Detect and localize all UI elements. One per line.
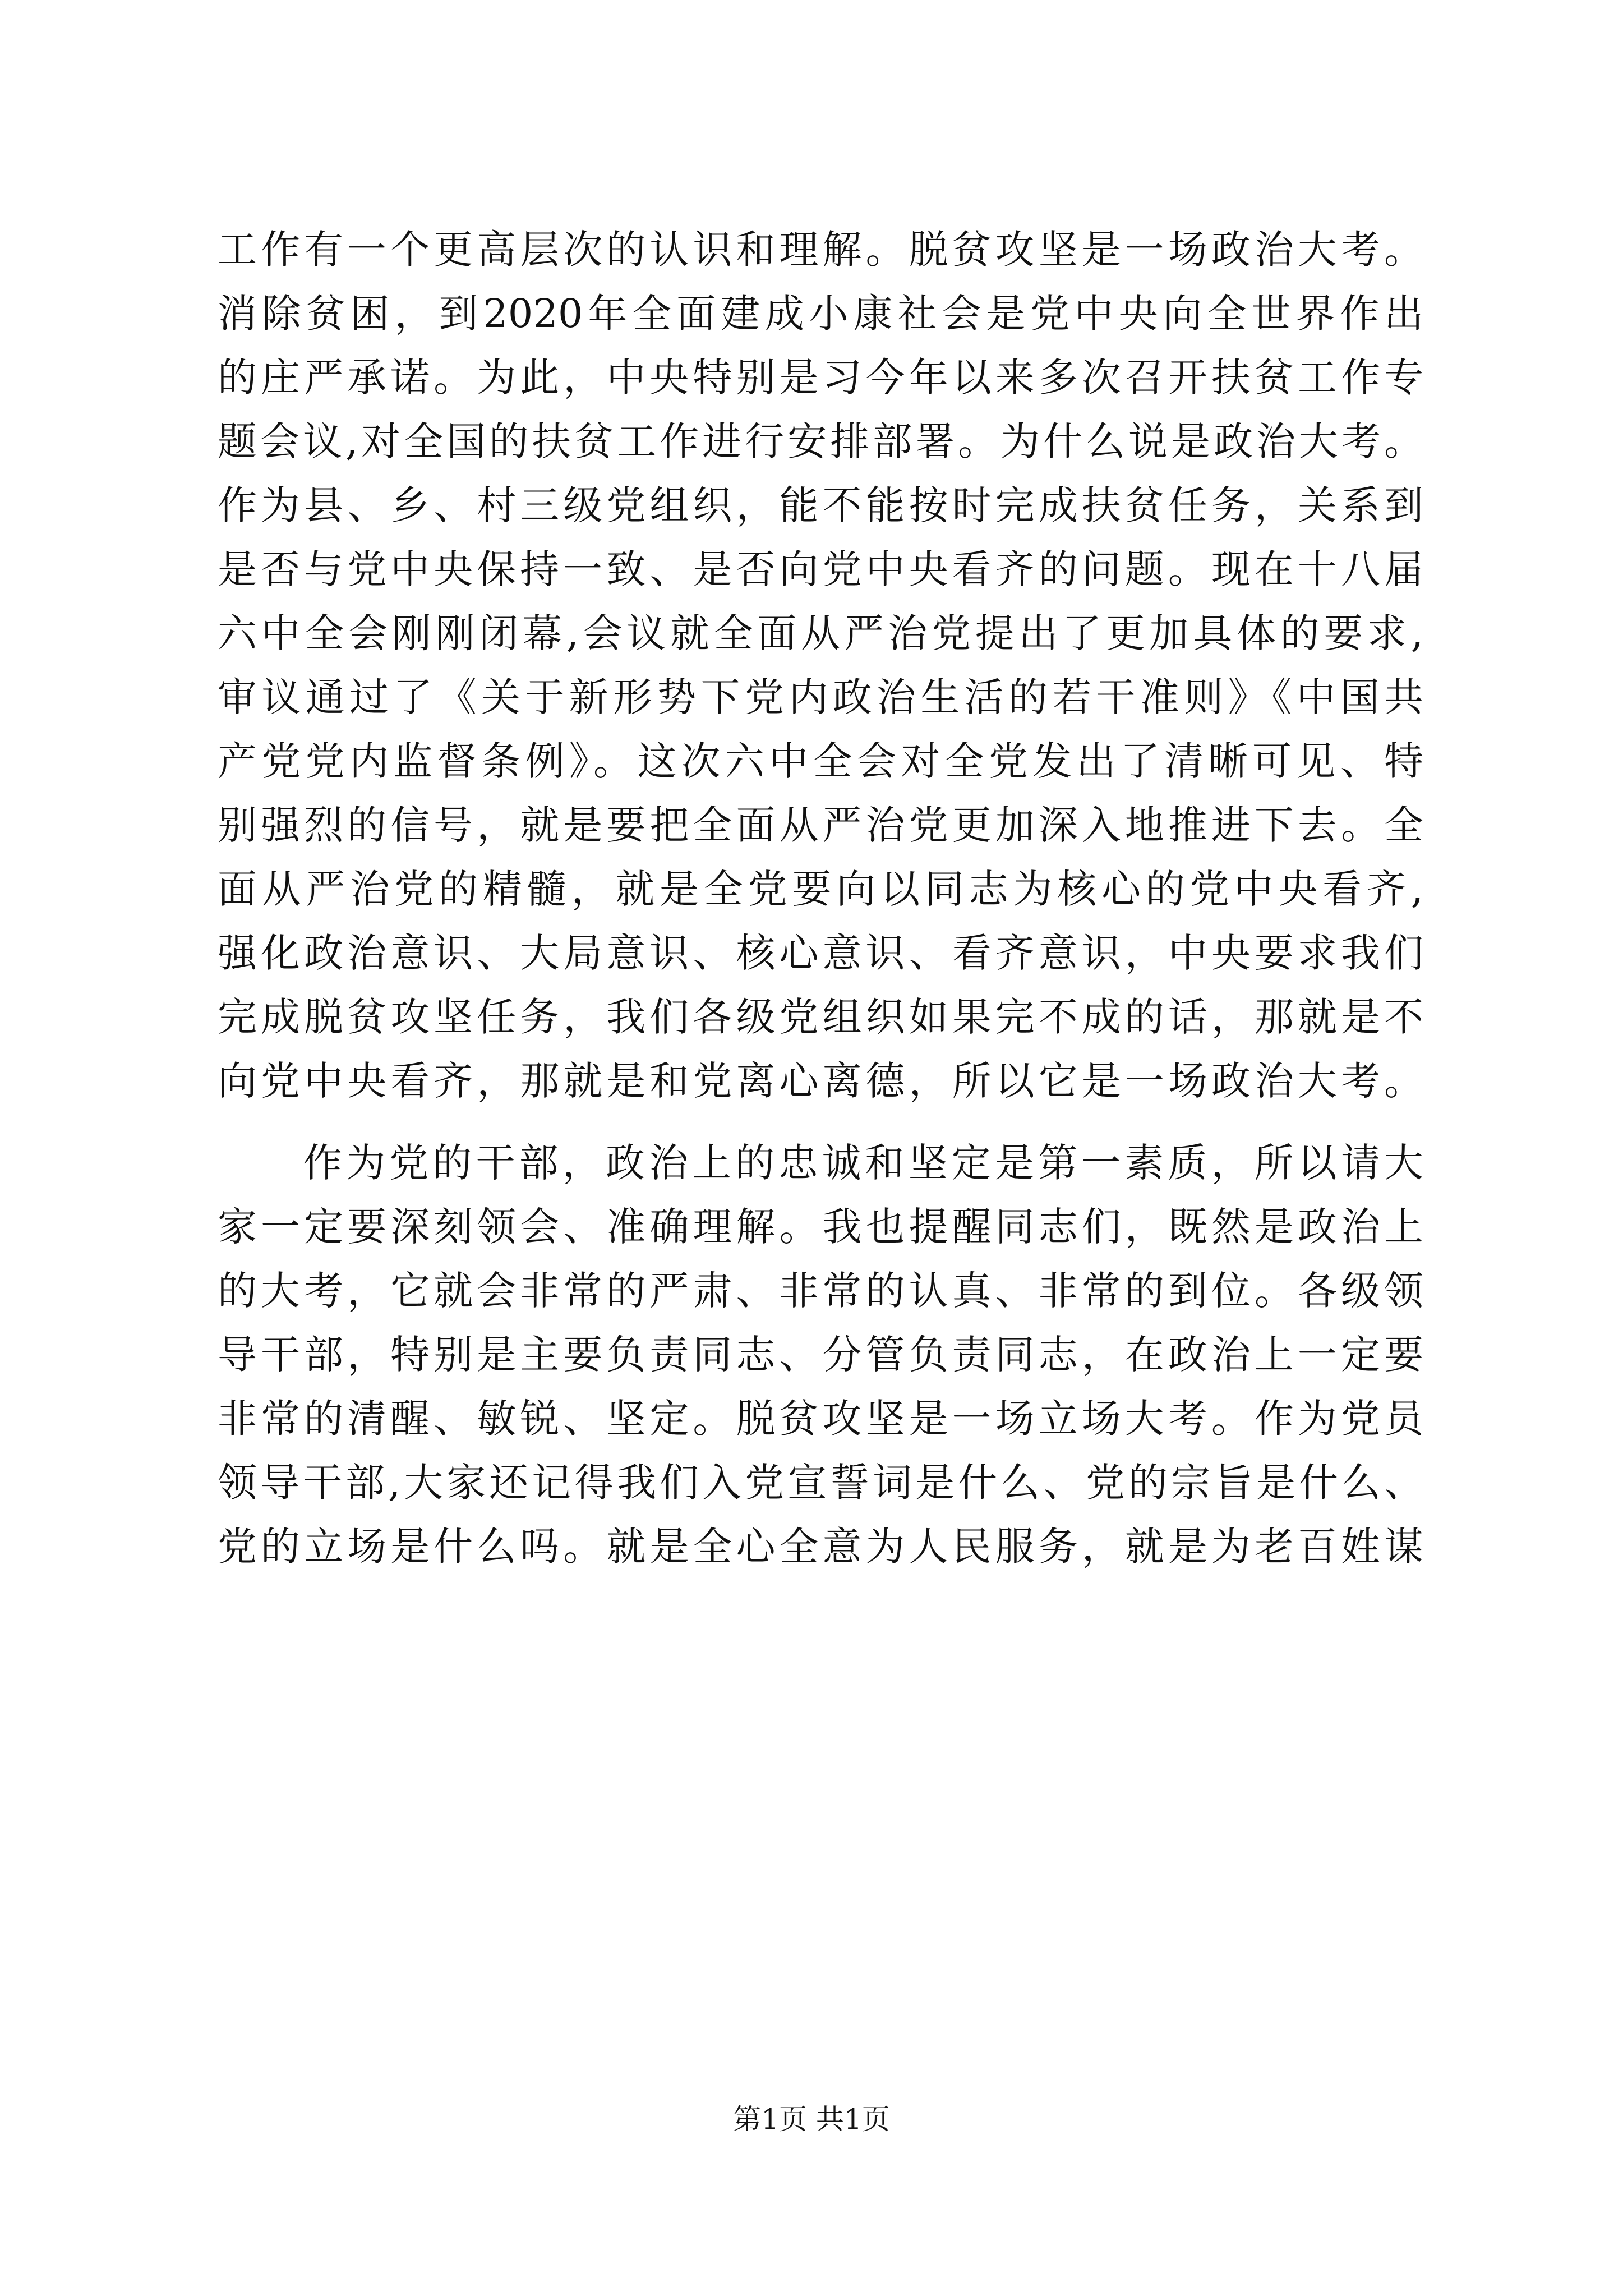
- text-line: 的大考，它就会非常的严肃、非常的认真、非常的到位。各级领: [218, 1268, 1423, 1314]
- text-line: 导干部，特别是主要负责同志、分管负责同志，在政治上一定要: [218, 1332, 1423, 1378]
- text-line: 作为党的干部，政治上的忠诚和坚定是第一素质，所以请大: [303, 1140, 1423, 1186]
- text-line: 非常的清醒、敏锐、坚定。脱贫攻坚是一场立场大考。作为党员: [218, 1396, 1423, 1442]
- text-line: 完成脱贫攻坚任务，我们各级党组织如果完不成的话，那就是不: [218, 994, 1423, 1040]
- text-line: 别强烈的信号，就是要把全面从严治党更加深入地推进下去。全: [218, 802, 1423, 848]
- text-line: 领导干部,大家还记得我们入党宣誓词是什么、党的宗旨是什么、: [218, 1460, 1423, 1506]
- text-line: 是否与党中央保持一致、是否向党中央看齐的问题。现在十八届: [218, 546, 1423, 592]
- text-line: 面从严治党的精髓，就是全党要向以同志为核心的党中央看齐,: [218, 866, 1423, 912]
- text-line: 向党中央看齐，那就是和党离心离德，所以它是一场政治大考。: [218, 1058, 1423, 1104]
- paragraph-2: [218, 1131, 1423, 1579]
- text-line: 党的立场是什么吗。就是全心全意为人民服务，就是为老百姓谋: [218, 1524, 1423, 1570]
- paragraph-spacer: [218, 1113, 1423, 1131]
- text-line: 工作有一个更高层次的认识和理解。脱贫攻坚是一场政治大考。: [218, 227, 1423, 273]
- document-body: [218, 218, 1423, 1579]
- text-line: 六中全会刚刚闭幕,会议就全面从严治党提出了更加具体的要求,: [218, 610, 1423, 656]
- text-line: 题会议,对全国的扶贫工作进行安排部署。为什么说是政治大考。: [218, 418, 1423, 464]
- paragraph-1: [218, 218, 1423, 1113]
- text-line: 审议通过了《关于新形势下党内政治生活的若干准则》《中国共: [218, 674, 1423, 720]
- text-line: 的庄严承诺。为此，中央特别是习今年以来多次召开扶贫工作专: [218, 355, 1423, 401]
- text-line: 家一定要深刻领会、准确理解。我也提醒同志们，既然是政治上: [218, 1204, 1423, 1250]
- page-footer: 第1页 共1页: [733, 2103, 890, 2136]
- text-line: 消除贫困，到2020年全面建成小康社会是党中央向全世界作出: [218, 291, 1423, 337]
- text-line: 强化政治意识、大局意识、核心意识、看齐意识，中央要求我们: [218, 930, 1423, 976]
- text-line: 产党党内监督条例》。这次六中全会对全党发出了清晰可见、特: [218, 738, 1423, 784]
- text-line: 作为县、乡、村三级党组织，能不能按时完成扶贫任务，关系到: [218, 482, 1423, 528]
